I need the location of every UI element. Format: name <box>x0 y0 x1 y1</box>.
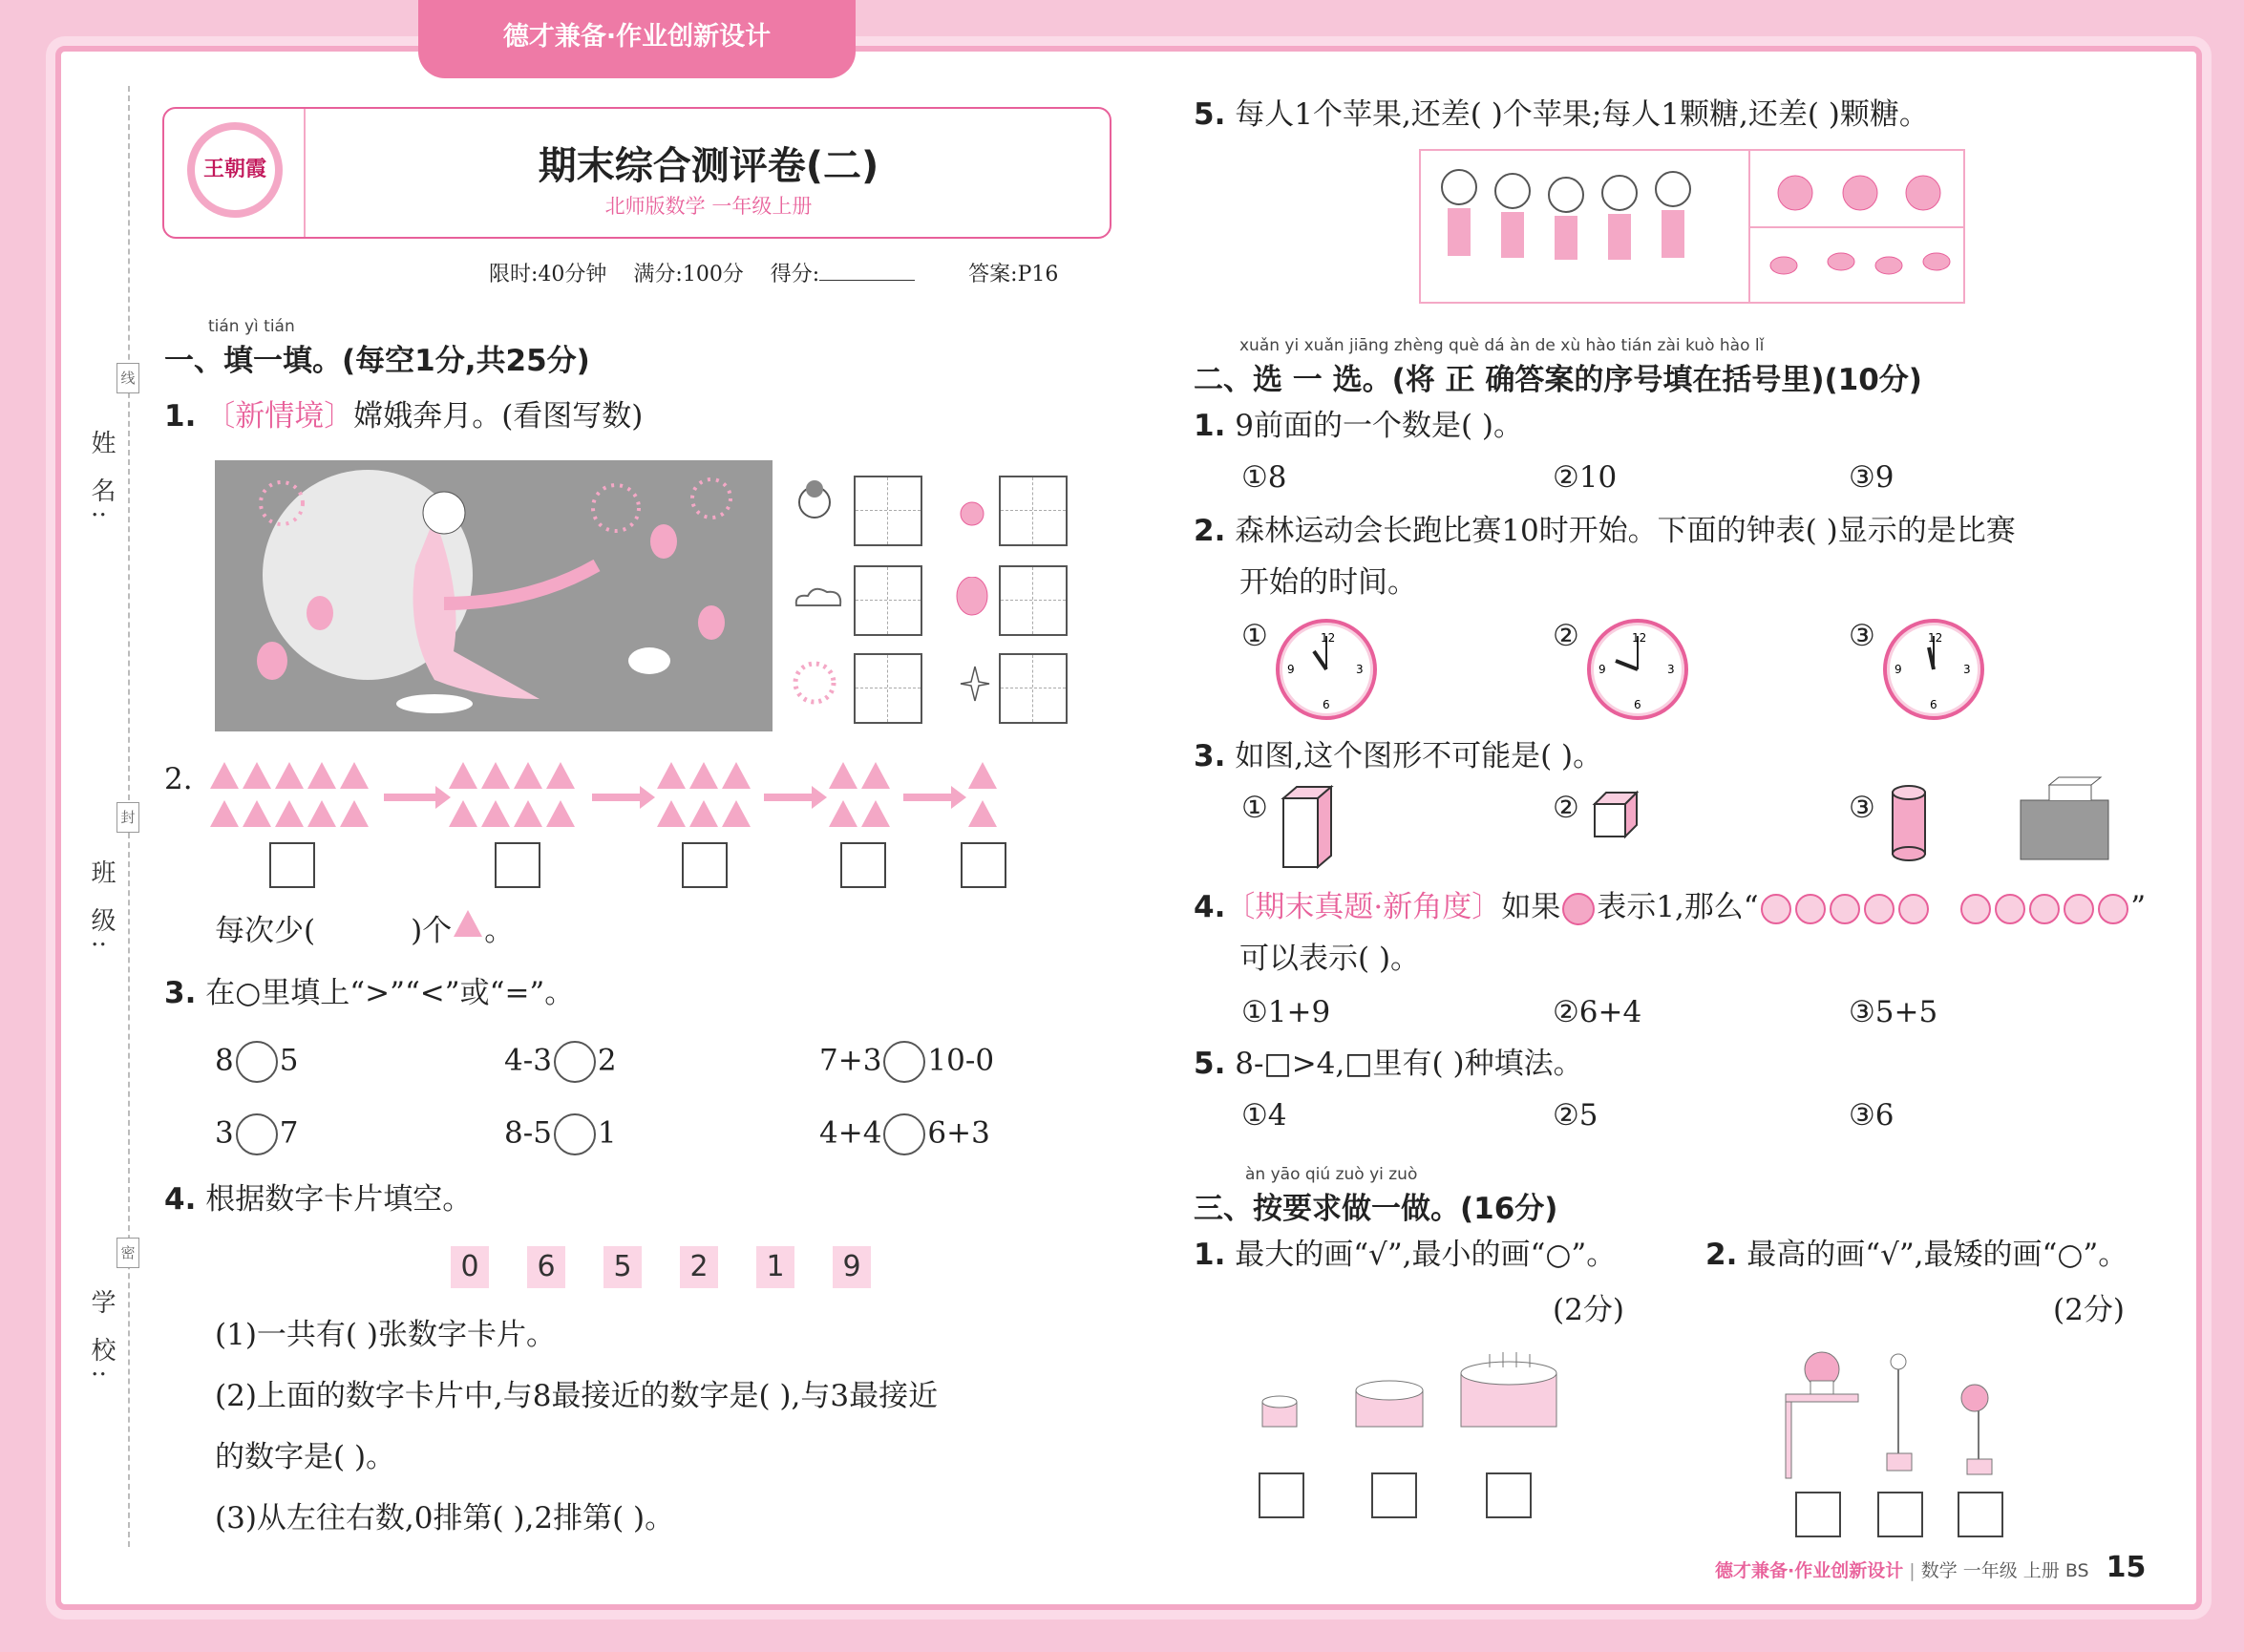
page-subtitle: 北师版数学 一年级上册 <box>604 195 813 218</box>
answer-box[interactable] <box>840 842 886 888</box>
r-p3-q2-points: (2分) <box>2053 1293 2125 1327</box>
option[interactable]: ③6 <box>1849 1098 1895 1133</box>
r-p3-q1-points: (2分) <box>1553 1293 1624 1327</box>
part3-pinyin: àn yāo qiú zuò yi zuò <box>1245 1165 1418 1184</box>
compare-item: 4+4 6+3 <box>819 1113 990 1155</box>
answer-box[interactable] <box>1877 1492 1923 1537</box>
svg-text:6: 6 <box>1323 698 1330 711</box>
p1-q4-s2a: (2)上面的数字卡片中,与8最接近的数字是( ),与3最接近 <box>215 1379 939 1413</box>
triangle-group-2 <box>966 762 1008 838</box>
page-title: 期末综合测评卷(二) <box>538 144 879 188</box>
secret-mark: 密 <box>116 1238 139 1268</box>
option[interactable]: ① <box>1241 619 1268 653</box>
r-p3-q1-text: 最大的画“√”,最小的画“○”。 <box>1235 1238 1617 1272</box>
header-box <box>162 107 1111 239</box>
option[interactable]: ③ <box>1849 791 1875 825</box>
r-p2-q2-num: 2. <box>1194 514 1226 548</box>
cuboid-icon <box>1280 783 1335 875</box>
answer-box[interactable] <box>1958 1492 2003 1537</box>
r-p3-q1-num: 1. <box>1194 1238 1226 1272</box>
option[interactable]: ③9 <box>1849 460 1895 495</box>
svg-text:3: 3 <box>1356 663 1364 676</box>
part1-pinyin: tián yì tián <box>208 317 295 336</box>
option[interactable]: ①8 <box>1241 460 1287 495</box>
compare-circle[interactable] <box>554 1113 596 1155</box>
p1-q4-num: 4. <box>164 1182 197 1217</box>
arrow-icon <box>592 794 642 801</box>
compare-circle[interactable] <box>236 1041 278 1083</box>
answer-box[interactable] <box>1259 1472 1304 1518</box>
compare-circle[interactable] <box>883 1041 925 1083</box>
option[interactable]: ① <box>1241 791 1268 825</box>
answer-box[interactable] <box>1795 1492 1841 1537</box>
svg-text:12: 12 <box>1321 631 1336 645</box>
clock-icon <box>1587 619 1688 720</box>
r-q5-num: 5. <box>1194 97 1226 132</box>
compare-item: 8 5 <box>215 1041 298 1083</box>
triangle-group-4 <box>827 762 903 838</box>
cakes-svg <box>1257 1348 1562 1444</box>
r-p2-q4-text-a: 如果 <box>1501 890 1561 924</box>
bead-icon <box>1761 894 1791 924</box>
option[interactable]: ①1+9 <box>1241 995 1331 1029</box>
triangle-group-10 <box>208 762 380 838</box>
answer-box[interactable] <box>495 842 540 888</box>
r-p2-q2 <box>1194 512 2016 550</box>
series-tab: 德才兼备·作业创新设计 <box>418 0 856 78</box>
svg-text:6: 6 <box>1930 698 1937 711</box>
time-limit: 限时:40分钟 <box>489 263 607 286</box>
compare-circle[interactable] <box>554 1041 596 1083</box>
cloud-icon <box>791 584 846 617</box>
p1-q2-text-b: )个 <box>411 914 453 948</box>
bead-icon <box>1864 894 1895 924</box>
svg-text:9: 9 <box>1287 663 1295 676</box>
p1-q1 <box>164 397 643 435</box>
number-card: 2 <box>680 1246 718 1288</box>
r-p2-q4-tag: 〔期末真题·新角度〕 <box>1225 890 1502 924</box>
score-field[interactable] <box>819 280 915 281</box>
p1-q1-text: 嫦娥奔月。(看图写数) <box>353 399 644 434</box>
number-card: 9 <box>833 1246 871 1288</box>
r-p3-q2-text: 最高的画“√”,最矮的画“○”。 <box>1747 1238 2128 1272</box>
r-p2-q3-num: 3. <box>1194 739 1226 773</box>
school-label: 学 校: <box>87 1289 116 1387</box>
option[interactable]: ②10 <box>1553 460 1618 495</box>
r-p3-q1 <box>1194 1236 1616 1274</box>
count-box-lantern[interactable] <box>999 565 1068 636</box>
p1-q2-text-a: 每次少( <box>215 914 316 948</box>
option[interactable]: ② <box>1553 791 1579 825</box>
option[interactable]: ③5+5 <box>1849 995 1938 1029</box>
number-card: 6 <box>527 1246 565 1288</box>
r-p2-q5 <box>1194 1045 1583 1083</box>
number-card: 5 <box>603 1246 642 1288</box>
count-box-star[interactable] <box>999 653 1068 724</box>
p1-q2-num: 2. <box>164 762 193 796</box>
logo-text: 王朝霞 <box>202 158 266 181</box>
p1-q4-s1: (1)一共有( )张数字卡片。 <box>215 1318 556 1352</box>
p1-q3-text: 在○里填上“>”“<”或“=”。 <box>205 976 575 1010</box>
r-p2-q3-text: 如图,这个图形不可能是( )。 <box>1235 739 1603 773</box>
part3-title: 三、按要求做一做。(16分) <box>1194 1192 1558 1226</box>
bead-icon <box>2029 894 2060 924</box>
p1-q1-num: 1. <box>164 399 197 434</box>
compare-item: 7+3 10-0 <box>819 1041 994 1083</box>
logo <box>187 122 283 218</box>
r-p2-q4-num: 4. <box>1194 890 1226 924</box>
name-label: 姓 名: <box>87 430 116 527</box>
compare-item: 4-3 2 <box>504 1041 617 1083</box>
r-p2-q2-text-a: 森林运动会长跑比赛10时开始。下面的钟表( )显示的是比赛 <box>1235 514 2016 548</box>
triangle-icon <box>454 910 482 937</box>
footer-series: 德才兼备·作业创新设计 <box>1715 1560 1904 1581</box>
count-box-change[interactable] <box>854 476 922 546</box>
p1-q2-text-c: 。 <box>484 914 515 948</box>
answer-box[interactable] <box>682 842 728 888</box>
bead-icon <box>2064 894 2094 924</box>
svg-text:9: 9 <box>1895 663 1902 676</box>
p1-q4-text: 根据数字卡片填空。 <box>205 1182 473 1217</box>
p1-q3-num: 3. <box>164 976 197 1010</box>
change-icon <box>795 477 834 531</box>
r-p2-q1-num: 1. <box>1194 409 1226 443</box>
r-p2-q4-text-d: 可以表示( )。 <box>1239 942 1421 976</box>
r-p2-q4-text-c: ” <box>2130 890 2147 924</box>
option[interactable]: ③ <box>1849 619 1875 653</box>
bead-icon <box>1898 894 1929 924</box>
footer-meta: 数学 一年级 上册 BS <box>1920 1560 2089 1581</box>
cube-icon <box>1591 789 1642 844</box>
r-p2-q3 <box>1194 737 1602 775</box>
r-p3-q2 <box>1705 1236 2128 1274</box>
cakes-image <box>1257 1348 1562 1448</box>
triangle-group-8 <box>447 762 590 838</box>
arrow-icon <box>384 794 437 801</box>
svg-text:12: 12 <box>1928 631 1943 645</box>
arrow-icon <box>903 794 953 801</box>
compare-item: 8-5 1 <box>504 1113 617 1155</box>
svg-text:6: 6 <box>1634 698 1641 711</box>
firework-icon <box>791 659 838 710</box>
answer-box[interactable] <box>1486 1472 1532 1518</box>
line-mark: 线 <box>116 363 139 393</box>
change-scene-svg <box>215 460 773 731</box>
number-card: 1 <box>756 1246 794 1288</box>
cylinder-icon <box>1889 783 1929 867</box>
r-p2-q5-num: 5. <box>1194 1047 1226 1081</box>
change-illustration <box>215 460 773 731</box>
option[interactable]: ②6+4 <box>1553 995 1642 1029</box>
p1-q4 <box>164 1180 472 1218</box>
part1-title: 一、填一填。(每空1分,共25分) <box>164 344 590 378</box>
r-p2-q1-text: 9前面的一个数是( )。 <box>1235 409 1523 443</box>
seal-mark: 封 <box>116 802 139 833</box>
option[interactable]: ①4 <box>1241 1098 1287 1133</box>
count-box-flower[interactable] <box>999 476 1068 546</box>
svg-text:3: 3 <box>1963 663 1971 676</box>
bead-icon <box>1995 894 2025 924</box>
score-label: 得分: <box>770 263 820 286</box>
answer-box[interactable] <box>961 842 1006 888</box>
compare-circle[interactable] <box>883 1113 925 1155</box>
p1-q2-sentence <box>215 912 514 950</box>
part2-title: 二、选 一 选。(将 正 确答案的序号填在括号里)(10分) <box>1194 363 1922 397</box>
kids-svg <box>1421 151 1963 302</box>
bead-icon <box>1795 894 1826 924</box>
arrow-icon <box>764 794 814 801</box>
clock-icon <box>1883 619 1984 720</box>
bead-icon <box>1830 894 1860 924</box>
r-p2-q1 <box>1194 407 1523 445</box>
page-number: 15 <box>2106 1551 2147 1584</box>
star-icon <box>959 665 991 707</box>
p1-q4-s3: (3)从左往右数,0排第( ),2排第( )。 <box>215 1501 675 1536</box>
bead-icon <box>1960 894 1991 924</box>
kids-apples-candies-image <box>1419 149 1965 304</box>
option[interactable]: ② <box>1553 619 1579 653</box>
part2-pinyin: xuǎn yi xuǎn jiāng zhèng què dá àn de xù hào tián zài kuò hào lǐ <box>1239 336 1765 355</box>
shape-shadow-icon <box>2017 775 2112 867</box>
r-q5 <box>1194 95 1929 134</box>
bead-icon <box>2098 894 2128 924</box>
class-label: 班 级: <box>87 859 116 957</box>
exam-meta <box>489 258 1058 287</box>
compare-circle[interactable] <box>236 1113 278 1155</box>
r-q5-text: 每人1个苹果,还差( )个苹果;每人1颗糖,还差( )颗糖。 <box>1235 97 1929 132</box>
svg-text:9: 9 <box>1598 663 1606 676</box>
r-p2-q2-text-b: 开始的时间。 <box>1239 565 1417 600</box>
count-box-cloud[interactable] <box>854 565 922 636</box>
svg-text:3: 3 <box>1667 663 1675 676</box>
clock-icon <box>1276 619 1377 720</box>
answer-ref: 答案:P16 <box>968 263 1059 286</box>
r-p2-q5-text: 8-□>4,□里有( )种填法。 <box>1235 1047 1583 1081</box>
flowers-image <box>1778 1348 2017 1486</box>
p1-q3 <box>164 974 574 1012</box>
full-score: 满分:100分 <box>633 263 744 286</box>
number-card: 0 <box>451 1246 489 1288</box>
triangle-group-6 <box>655 762 760 838</box>
p1-q4-s2b: 的数字是( )。 <box>215 1440 396 1474</box>
r-p2-q4-text-b: 表示1,那么“ <box>1597 890 1759 924</box>
compare-item: 3 7 <box>215 1113 298 1155</box>
bead-icon <box>1562 893 1595 925</box>
flower-icon <box>957 498 987 533</box>
lantern-icon <box>955 577 989 623</box>
answer-box[interactable] <box>269 842 315 888</box>
p1-q1-tag: 〔新情境〕 <box>205 399 354 434</box>
svg-text:12: 12 <box>1632 631 1647 645</box>
option[interactable]: ②5 <box>1553 1098 1598 1133</box>
r-p3-q2-num: 2. <box>1705 1238 1738 1272</box>
r-p2-q4 <box>1194 888 2146 926</box>
answer-box[interactable] <box>1371 1472 1417 1518</box>
flowers-svg <box>1778 1348 2017 1482</box>
count-box-firework[interactable] <box>854 653 922 724</box>
footer: 德才兼备·作业创新设计 | 数学 一年级 上册 BS 15 <box>1715 1551 2147 1584</box>
